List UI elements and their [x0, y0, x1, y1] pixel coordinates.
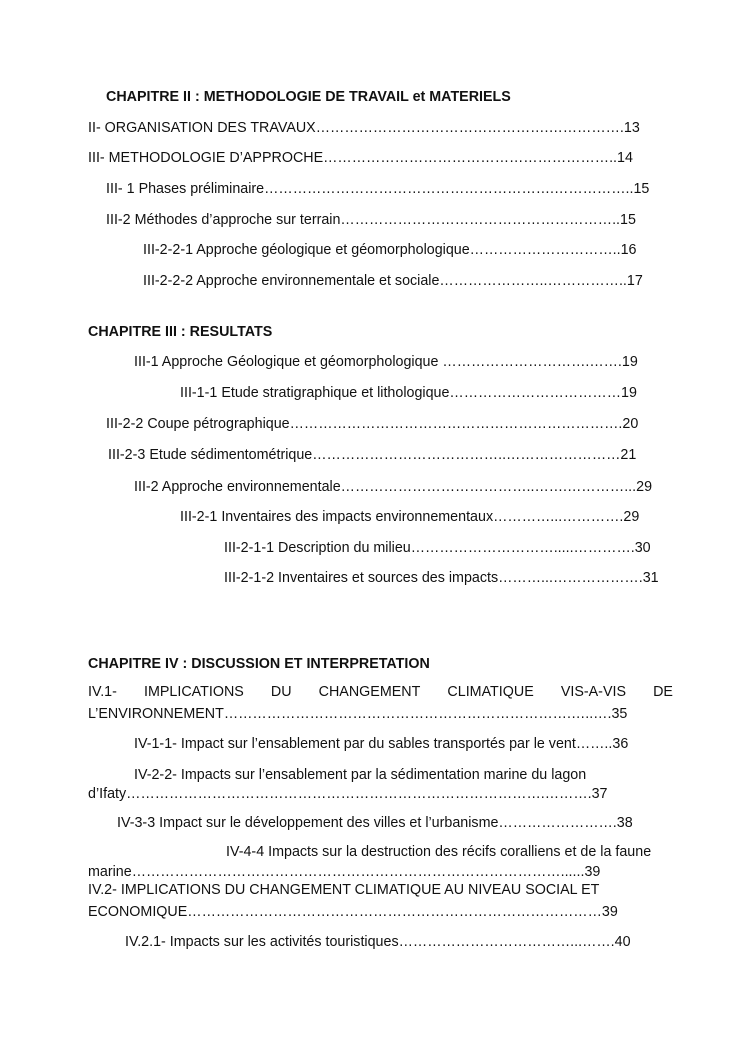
toc-entry-ensablement-lagon-line2: d’Ifaty…………………………………………………………………………….……….37 [88, 786, 608, 802]
toc-entry-inventaires: III-2-1 Inventaires des impacts environnementaux…………...………….29 [180, 509, 640, 525]
toc-entry-urbanisme: IV-3-3 Impact sur le développement des villes et l’urbanisme…………………….38 [117, 815, 633, 831]
toc-entry-recifs-line2: marine………………………………………………………………………………......39 [88, 864, 601, 880]
chapter-4-title: CHAPITRE IV : DISCUSSION ET INTERPRETATION [88, 656, 430, 672]
toc-entry-sources: III-2-1-2 Inventaires et sources des impacts………...……………….31 [224, 570, 659, 586]
toc-entry-approche-geo-3: III-1 Approche Géologique et géomorphologique ………………………….…….19 [134, 354, 638, 370]
word: IMPLICATIONS [143, 684, 244, 700]
toc-entry-coupe: III-2-2 Coupe pétrographique…………………………………………………………….20 [106, 416, 639, 432]
toc-entry-ensablement-vent: IV-1-1- Impact sur l’ensablement par du sables transportés par le vent……..36 [134, 736, 629, 752]
toc-entry-phases: III- 1 Phases préliminaire…………………………………………………….……………..15 [106, 181, 650, 197]
toc-entry-recifs-line1: IV-4-4 Impacts sur la destruction des récifs coralliens et de la faune [226, 844, 652, 860]
chapter-3-title: CHAPITRE III : RESULTATS [88, 324, 273, 340]
toc-entry-sedimentometrique: III-2-3 Etude sédimentométrique…………………………………..……………………21 [108, 447, 637, 463]
word: CLIMATIQUE [447, 684, 534, 700]
word: CHANGEMENT [318, 684, 421, 700]
toc-entry-implications-social-line1: IV.2- IMPLICATIONS DU CHANGEMENT CLIMATIQUE AU NIVEAU SOCIAL ET [88, 882, 600, 898]
word: VIS-A-VIS [560, 684, 626, 700]
word: DU [270, 684, 292, 700]
word: DE [653, 684, 673, 700]
word: IV.1- [88, 684, 117, 700]
toc-entry-approche-geologique: III-2-2-1 Approche géologique et géomorphologique…………………………..16 [143, 242, 637, 258]
toc-entry-implications-env-line1 [88, 684, 673, 701]
toc-entry-implications-env-line2: L’ENVIRONNEMENT……………………………………………………………….…..….35 [88, 706, 628, 722]
toc-entry-implications-social-line2: ECONOMIQUE……………………………………………………………………………39 [88, 904, 618, 920]
toc-entry-touristiques: IV.2.1- Impacts sur les activités touristiques………………………………...…….40 [125, 934, 631, 950]
toc-entry-ensablement-lagon-line1: IV-2-2- Impacts sur l’ensablement par la sédimentation marine du lagon [134, 767, 587, 783]
toc-entry-organisation: II- ORGANISATION DES TRAVAUX………………………………………….…………….13 [88, 120, 640, 136]
toc-entry-description: III-2-1-1 Description du milieu………………………….....………….30 [224, 540, 651, 556]
toc-entry-methodes: III-2 Méthodes d’approche sur terrain…………………………………………………..15 [106, 212, 636, 228]
toc-entry-approche-env: III-2 Approche environnementale…………………………………..…….…………...29 [134, 479, 653, 495]
toc-entry-approche-environnementale: III-2-2-2 Approche environnementale et sociale…………………..……………..17 [143, 273, 643, 289]
toc-entry-methodologie: III- METHODOLOGIE D’APPROCHE……………………………………………………..14 [88, 150, 633, 166]
toc-entry-stratigraphique: III-1-1 Etude stratigraphique et lithologique………………………………19 [180, 385, 637, 401]
chapter-2-title: CHAPITRE II : METHODOLOGIE DE TRAVAIL et MATERIELS [106, 89, 511, 105]
